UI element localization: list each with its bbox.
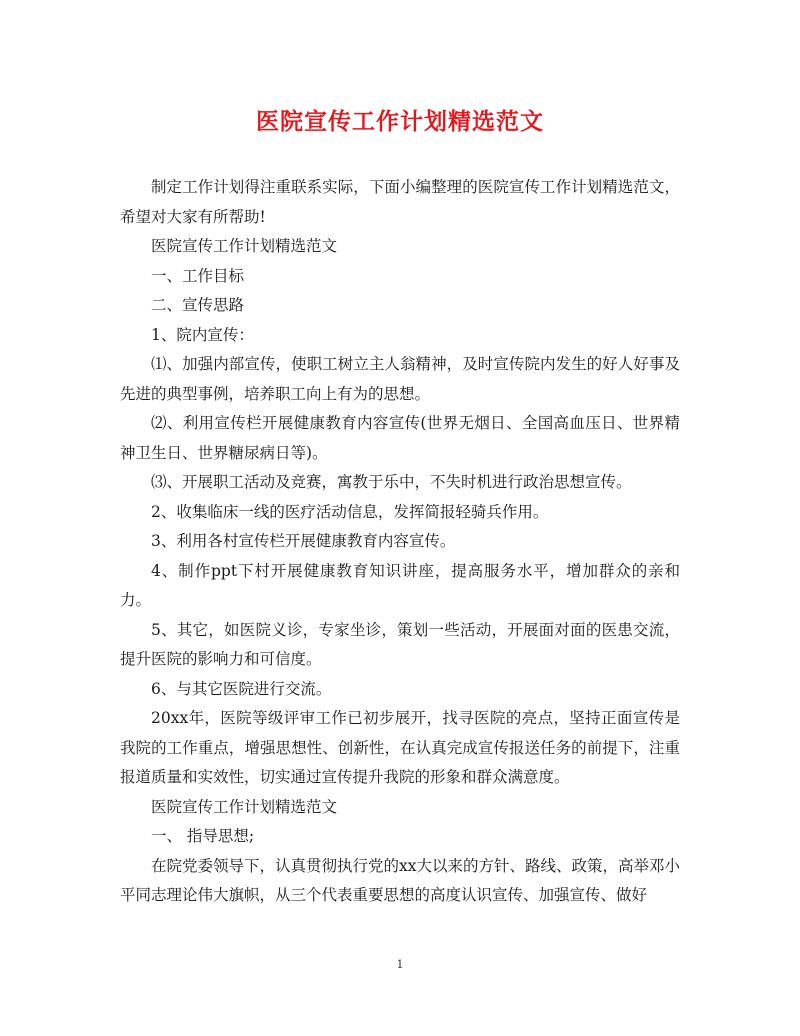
paragraph-subitem-2: ⑵、利用宣传栏开展健康教育内容宣传(世界无烟日、全国高血压日、世界精神卫生日、世界糖尿病日等)。 xyxy=(120,414,680,462)
paragraph-section-1: 一、工作目标 xyxy=(151,266,245,285)
paragraph-subtitle: 医院宣传工作计划精选范文 xyxy=(151,237,338,255)
paragraph-item-5: 5、其它，如医院义诊，专家坐诊，策划一些活动，开展面对面的医患交流，提升医院的影响力和可信度。 xyxy=(120,620,680,668)
paragraph-item-4: 4、制作ppt下村开展健康教育知识讲座，提高服务水平，增加群众的亲和力。 xyxy=(120,561,680,609)
paragraph-item-3: 3、利用各村宣传栏开展健康教育内容宣传。 xyxy=(151,532,456,550)
paragraph-item-6: 6、与其它医院进行交流。 xyxy=(151,679,332,698)
paragraph-party-leadership: 在院党委领导下，认真贯彻执行党的xx大以来的方针、路线、政策，高举邓小平同志理论伟大旗帜，从三个代表重要思想的高度认识宣传、加强宣传、做好 xyxy=(120,856,680,904)
page-number: 1 xyxy=(396,958,404,971)
paragraph-guiding-thought: 一、 指导思想; xyxy=(151,827,255,845)
document-title: 医院宣传工作计划精选范文 xyxy=(256,108,544,135)
paragraph-item-1: 1、院内宣传： xyxy=(151,325,254,344)
paragraph-subitem-3: ⑶、开展职工活动及竞赛，寓教于乐中，不失时机进行政治思想宣传。 xyxy=(151,473,632,491)
paragraph-2020: 20xx年，医院等级评审工作已初步展开，找寻医院的亮点，坚持正面宣传是我院的工作重点，增强思想性、创新性，在认真完成宣传报送任务的前提下，注重报道质量和实效性，切实通过宣传提升我院的形象和群众满意度。 xyxy=(120,709,680,786)
document-body xyxy=(120,173,680,911)
paragraph-item-2: 2、收集临床一线的医疗活动信息，发挥简报轻骑兵作用。 xyxy=(151,502,549,521)
paragraph-section-2: 二、宣传思路 xyxy=(151,296,245,314)
paragraph-subtitle-2: 医院宣传工作计划精选范文 xyxy=(151,797,338,816)
paragraph-subitem-1: ⑴、加强内部宣传，使职工树立主人翁精神，及时宣传院内发生的好人好事及先进的典型事例，培养职工向上有为的思想。 xyxy=(120,355,680,403)
paragraph-intro: 制定工作计划得注重联系实际，下面小编整理的医院宣传工作计划精选范文，希望对大家有所帮助! xyxy=(120,178,680,226)
